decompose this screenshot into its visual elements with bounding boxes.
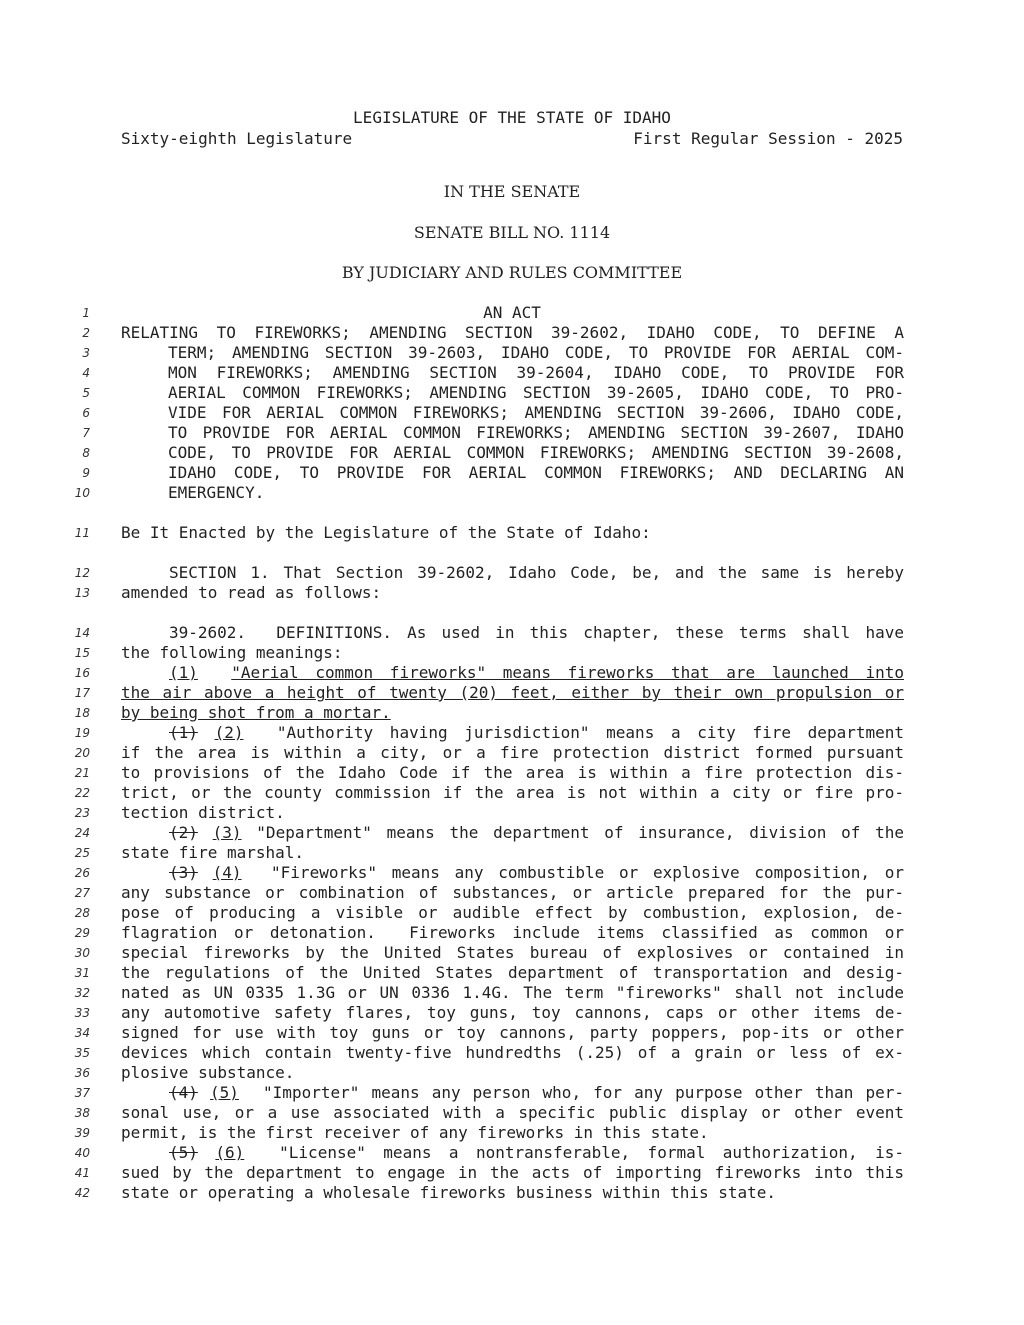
text-segment: SECTION 1. That Section 39-2602, Idaho Code, be, and the same is hereby <box>169 563 904 582</box>
line-text <box>121 943 904 963</box>
line-number: 18 <box>74 706 90 720</box>
line-text <box>121 1103 904 1123</box>
line-text <box>121 743 904 763</box>
line-number: 33 <box>74 1006 90 1020</box>
text-segment: state or operating a wholesale fireworks business within this state. <box>121 1183 777 1202</box>
line-number: 16 <box>74 666 90 680</box>
line-text <box>121 643 904 663</box>
bill-line <box>0 303 1024 323</box>
line-text <box>121 563 904 583</box>
text-segment: to provisions of the Idaho Code if the area is within a fire protection dis- <box>121 763 904 782</box>
bill-line <box>0 1003 1024 1023</box>
bill-line <box>0 1143 1024 1163</box>
text-segment: the regulations of the United States department of transportation and desig- <box>121 963 904 982</box>
text-segment: 39-2602. DEFINITIONS. As used in this chapter, these terms shall have <box>169 623 904 642</box>
bill-line <box>0 823 1024 843</box>
bill-line <box>0 663 1024 683</box>
bill-line <box>0 843 1024 863</box>
line-text <box>121 843 904 863</box>
line-text <box>121 1083 904 1103</box>
line-text <box>121 903 904 923</box>
text-segment: nated as UN 0335 1.3G or UN 0336 1.4G. The term "fireworks" shall not include <box>121 983 904 1002</box>
text-segment: TO PROVIDE FOR AERIAL COMMON FIREWORKS; AMENDING SECTION 39-2607, IDAHO <box>168 423 904 442</box>
line-number: 26 <box>74 866 90 880</box>
bill-line <box>0 883 1024 903</box>
line-text <box>121 1183 904 1203</box>
line-number: 22 <box>74 786 90 800</box>
bill-line <box>0 783 1024 803</box>
line-number: 38 <box>74 1106 90 1120</box>
line-number: 29 <box>74 926 90 940</box>
line-text <box>121 883 904 903</box>
line-text <box>168 343 904 363</box>
text-segment: IDAHO CODE, TO PROVIDE FOR AERIAL COMMON FIREWORKS; AND DECLARING AN <box>168 463 904 482</box>
line-number: 20 <box>74 746 90 760</box>
inserted-text: (5) <box>209 1083 239 1102</box>
line-text <box>121 683 904 703</box>
line-number: 1 <box>82 306 90 320</box>
line-text <box>121 923 904 943</box>
text-segment: if the area is within a city, or a fire protection district formed pursuant <box>121 743 904 762</box>
text-segment <box>198 663 231 682</box>
bill-line <box>0 423 1024 443</box>
line-text <box>121 1123 904 1143</box>
bill-line <box>0 763 1024 783</box>
bill-line <box>0 463 1024 483</box>
bill-line <box>0 1163 1024 1183</box>
text-segment: state fire marshal. <box>121 843 305 862</box>
bill-line <box>0 1083 1024 1103</box>
bill-line <box>0 343 1024 363</box>
line-number: 10 <box>74 486 90 500</box>
inserted-text: (3) <box>212 823 242 842</box>
text-segment: "Importer" means any person who, for any purpose other than per- <box>238 1083 904 1102</box>
text-segment: signed for use with toy guns or toy cannons, party poppers, pop-its or other <box>121 1023 904 1042</box>
bill-line <box>0 563 1024 583</box>
line-number: 6 <box>82 406 90 420</box>
bill-line <box>0 403 1024 423</box>
bill-line <box>0 683 1024 703</box>
bill-line <box>0 1063 1024 1083</box>
struck-text: (2) <box>169 823 198 842</box>
line-text <box>121 1043 904 1063</box>
text-segment: trict, or the county commission if the area is not within a city or fire pro- <box>121 783 904 802</box>
bill-line <box>0 323 1024 343</box>
line-number: 32 <box>74 986 90 1000</box>
text-segment <box>198 823 213 842</box>
text-segment <box>198 863 213 882</box>
text-segment: TERM; AMENDING SECTION 39-2603, IDAHO CODE, TO PROVIDE FOR AERIAL COM- <box>168 343 904 362</box>
text-segment <box>198 723 215 742</box>
inserted-text: by being shot from a mortar. <box>121 703 391 722</box>
bill-line <box>0 363 1024 383</box>
bill-line <box>0 1123 1024 1143</box>
bill-line <box>0 443 1024 463</box>
text-segment: permit, is the first receiver of any fireworks in this state. <box>121 1123 709 1142</box>
line-text <box>121 1143 904 1163</box>
line-number: 36 <box>74 1066 90 1080</box>
text-segment: pose of producing a visible or audible effect by combustion, explosion, de- <box>121 903 904 922</box>
line-number: 39 <box>74 1126 90 1140</box>
line-number: 19 <box>74 726 90 740</box>
bill-line <box>0 383 1024 403</box>
line-number: 12 <box>74 566 90 580</box>
line-number: 25 <box>74 846 90 860</box>
text-segment: EMERGENCY. <box>168 483 265 502</box>
line-text <box>121 803 904 823</box>
text-segment: special fireworks by the United States bureau of explosives or contained in <box>121 943 904 962</box>
text-segment: VIDE FOR AERIAL COMMON FIREWORKS; AMENDING SECTION 39-2606, IDAHO CODE, <box>168 403 904 422</box>
bill-line <box>0 583 1024 603</box>
bill-line <box>0 863 1024 883</box>
line-number: 11 <box>74 526 90 540</box>
text-segment: AERIAL COMMON FIREWORKS; AMENDING SECTION 39-2605, IDAHO CODE, TO PRO- <box>168 383 904 402</box>
bill-line <box>0 903 1024 923</box>
line-text <box>121 723 904 743</box>
line-text <box>168 403 904 423</box>
line-text <box>168 443 904 463</box>
text-segment: AN ACT <box>483 303 541 322</box>
struck-text: (3) <box>169 863 198 882</box>
bill-line <box>0 523 1024 543</box>
bill-line <box>0 483 1024 503</box>
line-number: 9 <box>82 466 90 480</box>
legislature-name: Sixty-eighth Legislature <box>121 129 353 148</box>
text-segment: devices which contain twenty-five hundredths (.25) of a grain or less of ex- <box>121 1043 904 1062</box>
line-text <box>121 583 904 603</box>
inserted-text: (1) <box>169 663 198 682</box>
line-text <box>121 823 904 843</box>
text-segment <box>198 1143 215 1162</box>
line-number: 24 <box>74 826 90 840</box>
line-number: 4 <box>82 366 90 380</box>
text-segment: sonal use, or a use associated with a specific public display or other event <box>121 1103 904 1122</box>
bill-line <box>0 643 1024 663</box>
line-number: 7 <box>82 426 90 440</box>
line-number: 30 <box>74 946 90 960</box>
line-text <box>121 1003 904 1023</box>
line-number: 35 <box>74 1046 90 1060</box>
bill-line <box>0 1183 1024 1203</box>
text-segment: "Fireworks" means any combustible or explosive composition, or <box>241 863 904 882</box>
text-segment: "License" means a nontransferable, formal authorization, is- <box>244 1143 904 1162</box>
line-text <box>168 483 904 503</box>
session-label: First Regular Session - 2025 <box>633 129 903 148</box>
line-text <box>121 963 904 983</box>
line-text <box>121 663 904 683</box>
line-text <box>121 703 904 723</box>
line-number: 31 <box>74 966 90 980</box>
bill-line <box>0 943 1024 963</box>
line-text <box>121 1023 904 1043</box>
bill-line <box>0 803 1024 823</box>
line-number: 14 <box>74 626 90 640</box>
text-segment: plosive substance. <box>121 1063 295 1082</box>
line-number: 21 <box>74 766 90 780</box>
line-text <box>121 623 904 643</box>
line-number: 41 <box>74 1166 90 1180</box>
bill-line <box>0 923 1024 943</box>
line-text <box>0 303 1024 323</box>
bill-number: SENATE BILL NO. 1114 <box>413 223 611 242</box>
line-text <box>168 423 904 443</box>
text-segment: CODE, TO PROVIDE FOR AERIAL COMMON FIREWORKS; AMENDING SECTION 39-2608, <box>168 443 904 462</box>
line-text <box>121 1163 904 1183</box>
line-text <box>168 463 904 483</box>
line-text <box>168 383 904 403</box>
bill-line <box>0 1103 1024 1123</box>
struck-text: (5) <box>169 1143 198 1162</box>
line-text <box>121 523 904 543</box>
line-number: 34 <box>74 1026 90 1040</box>
line-number: 27 <box>74 886 90 900</box>
text-segment: "Department" means the department of insurance, division of the <box>241 823 904 842</box>
legislature-title: LEGISLATURE OF THE STATE OF IDAHO <box>353 108 671 127</box>
inserted-text: "Aerial common fireworks" means fireworks that are launched into <box>231 663 904 682</box>
bill-line <box>0 1043 1024 1063</box>
text-segment: "Authority having jurisdiction" means a city fire department <box>243 723 904 742</box>
line-number: 28 <box>74 906 90 920</box>
line-text <box>121 783 904 803</box>
line-number: 23 <box>74 806 90 820</box>
text-segment: RELATING TO FIREWORKS; AMENDING SECTION 39-2602, IDAHO CODE, TO DEFINE A <box>121 323 904 342</box>
line-number: 5 <box>82 386 90 400</box>
line-number: 42 <box>74 1186 90 1200</box>
text-segment: Be It Enacted by the Legislature of the State of Idaho: <box>121 523 651 542</box>
line-number: 8 <box>82 446 90 460</box>
bill-line <box>0 723 1024 743</box>
inserted-text: the air above a height of twenty (20) feet, either by their own propulsion or <box>121 683 904 702</box>
text-segment: any automotive safety flares, toy guns, toy cannons, caps or other items de- <box>121 1003 904 1022</box>
line-number: 2 <box>82 326 90 340</box>
text-segment: amended to read as follows: <box>121 583 382 602</box>
inserted-text: (6) <box>215 1143 245 1162</box>
text-segment: MON FIREWORKS; AMENDING SECTION 39-2604, IDAHO CODE, TO PROVIDE FOR <box>168 363 904 382</box>
chamber-label: IN THE SENATE <box>443 182 581 201</box>
line-number: 15 <box>74 646 90 660</box>
line-text <box>121 763 904 783</box>
line-text <box>121 1063 904 1083</box>
line-number: 17 <box>74 686 90 700</box>
text-segment: any substance or combination of substances, or article prepared for the pur- <box>121 883 904 902</box>
bill-line <box>0 963 1024 983</box>
text-segment: flagration or detonation. Fireworks include items classified as common or <box>121 923 904 942</box>
line-text <box>121 983 904 1003</box>
bill-line <box>0 623 1024 643</box>
bill-line <box>0 983 1024 1003</box>
sponsor-label: BY JUDICIARY AND RULES COMMITTEE <box>341 263 683 282</box>
inserted-text: (2) <box>214 723 244 742</box>
text-segment: tection district. <box>121 803 285 822</box>
struck-text: (4) <box>169 1083 198 1102</box>
struck-text: (1) <box>169 723 198 742</box>
line-number: 40 <box>74 1146 90 1160</box>
text-segment: the following meanings: <box>121 643 343 662</box>
bill-line <box>0 1023 1024 1043</box>
line-number: 3 <box>82 346 90 360</box>
line-number: 13 <box>74 586 90 600</box>
bill-line <box>0 703 1024 723</box>
line-text <box>121 863 904 883</box>
line-number: 37 <box>74 1086 90 1100</box>
bill-line <box>0 743 1024 763</box>
line-text <box>121 323 904 343</box>
line-text <box>168 363 904 383</box>
text-segment <box>198 1083 210 1102</box>
inserted-text: (4) <box>212 863 242 882</box>
text-segment: sued by the department to engage in the acts of importing fireworks into this <box>121 1163 904 1182</box>
